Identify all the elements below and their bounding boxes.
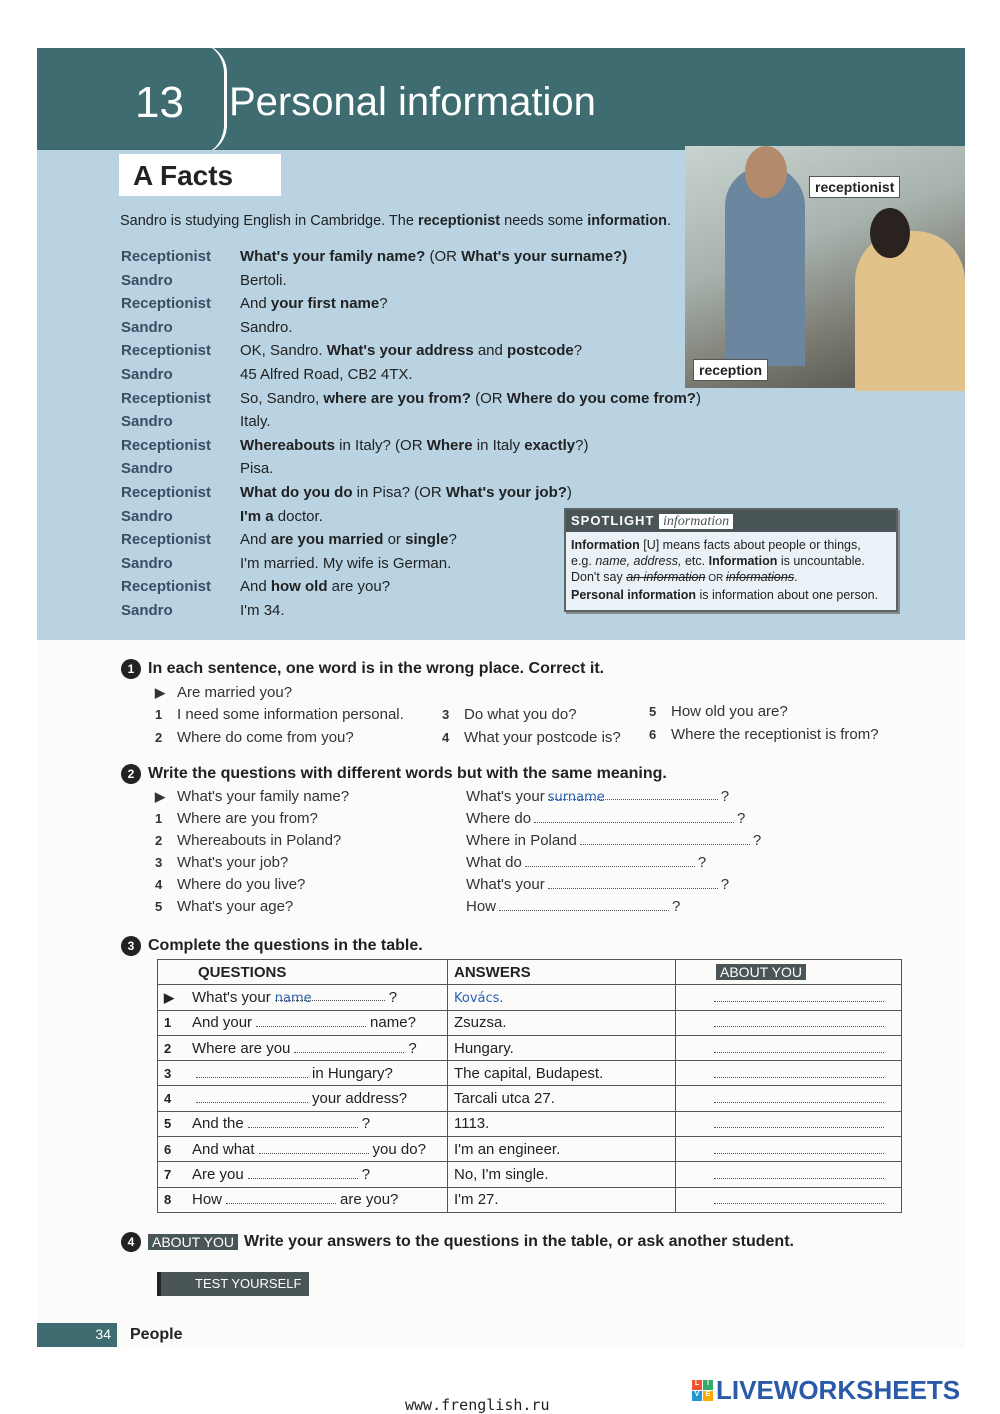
exercise-number: 1 — [121, 659, 141, 679]
item-number: 5 — [649, 704, 657, 719]
text: And — [240, 295, 271, 313]
about-you-cell — [676, 1111, 902, 1136]
about-you-cell — [676, 1010, 902, 1035]
item-number: 4 — [164, 1091, 172, 1107]
answer-start: Where do — [466, 810, 532, 827]
line — [240, 272, 287, 296]
question-start: And the — [192, 1115, 244, 1133]
bold-text: What's your address — [326, 342, 474, 360]
question-blank[interactable] — [226, 1192, 336, 1204]
answer-cell — [448, 1137, 676, 1162]
prompt-text: What's your age? — [177, 898, 294, 915]
speaker: Sandro — [121, 507, 173, 525]
bold-text: single — [405, 531, 449, 549]
spotlight-box — [564, 508, 898, 612]
item-text: I need some information personal. — [177, 706, 404, 723]
bold-text: exactly — [524, 436, 576, 454]
text: ? — [573, 342, 583, 360]
about-you-input[interactable] — [714, 1066, 884, 1078]
unit-title: Personal information — [229, 80, 596, 124]
text: ) — [566, 483, 572, 501]
spot-text: [U] means facts about people or things, — [639, 538, 861, 552]
prompt-text: What's your job? — [177, 854, 289, 871]
about-you-cell — [676, 1162, 902, 1187]
exercise-number: 3 — [121, 936, 141, 956]
answer-input[interactable] — [580, 833, 750, 845]
answer-cell — [448, 985, 676, 1010]
bold-text: how old — [270, 578, 328, 596]
unit-header — [37, 48, 965, 150]
text: ) — [695, 389, 701, 407]
answer-cell — [448, 1187, 676, 1212]
question-end: you do? — [372, 1140, 426, 1158]
exercise-instruction: Write the questions with different words but with the same meaning. — [148, 765, 667, 782]
question-end: ? — [388, 988, 398, 1006]
text: doctor. — [273, 507, 323, 525]
text: in Italy? (OR — [335, 436, 427, 454]
spot-text: etc. — [681, 554, 709, 568]
handwritten-answer: surname — [547, 790, 605, 805]
item-text: Where the receptionist is from? — [671, 726, 879, 743]
test-yourself-button[interactable]: TEST YOURSELF — [157, 1272, 309, 1296]
exercise-2-answer-line — [466, 788, 729, 805]
bold-text: information — [587, 213, 667, 229]
speaker: Sandro — [121, 413, 173, 431]
item-number: 3 — [164, 1065, 172, 1081]
exercise-2-prompt — [155, 788, 349, 805]
reception-photo — [685, 146, 965, 388]
line — [240, 460, 273, 484]
answer-text: No, I'm single. — [454, 1166, 549, 1184]
about-you-cell — [676, 1086, 902, 1111]
line — [240, 319, 293, 343]
answer-text: Hungary. — [454, 1039, 514, 1057]
spot-text: is uncountable. — [777, 554, 865, 568]
bold-text: where are you from? — [323, 389, 471, 407]
line — [240, 602, 285, 626]
dialogue-line — [121, 437, 701, 461]
answer-input[interactable] — [534, 811, 734, 823]
item-number: 1 — [155, 707, 163, 722]
item-text: What your postcode is? — [464, 729, 621, 746]
table-row — [158, 1162, 902, 1187]
exercise-instruction: In each sentence, one word is in the wrong place. Correct it. — [148, 660, 605, 677]
text: Bertoli. — [240, 271, 287, 289]
question-start: And what — [192, 1140, 255, 1158]
line — [240, 342, 582, 366]
answer-input[interactable] — [525, 855, 695, 867]
answer-cell — [448, 1111, 676, 1136]
text: . — [666, 213, 671, 229]
receptionist-head — [745, 146, 787, 198]
bold-text: your first name — [270, 295, 380, 313]
exercise-2-prompt — [155, 898, 293, 915]
item-number: 3 — [442, 707, 450, 722]
exercise-1-item — [649, 726, 879, 743]
table-row — [158, 1061, 902, 1086]
exercise-2-prompt — [155, 832, 341, 849]
exercise-4-heading — [121, 1232, 794, 1252]
exercise-1-item — [649, 703, 788, 720]
answer-text: The capital, Budapest. — [454, 1064, 604, 1082]
question-end: name? — [370, 1014, 416, 1032]
item-number: 1 — [155, 811, 163, 826]
item-number: ▶ — [164, 989, 174, 1005]
speaker: Receptionist — [121, 436, 212, 454]
question-mark: ? — [697, 854, 707, 871]
text: Sandro. — [240, 318, 293, 336]
question-blank[interactable] — [256, 1015, 366, 1027]
line — [240, 555, 451, 579]
question-cell — [158, 1162, 448, 1187]
question-end: are you? — [340, 1191, 399, 1209]
about-you-input[interactable] — [714, 1192, 884, 1204]
text: (OR — [425, 248, 462, 265]
guest-figure — [855, 231, 965, 391]
about-you-tag: ABOUT YOU — [148, 1234, 238, 1250]
unit-number: 13 — [135, 78, 184, 127]
question-blank[interactable] — [196, 1066, 308, 1078]
page-number: 34 — [37, 1323, 117, 1347]
about-you-input[interactable] — [714, 1041, 884, 1053]
text: and — [473, 342, 508, 360]
about-you-cell — [676, 985, 902, 1010]
text: or — [383, 531, 406, 549]
about-you-cell — [676, 1035, 902, 1060]
item-number: 5 — [155, 899, 163, 914]
spot-text: Don't say — [571, 570, 627, 584]
text: needs some — [500, 213, 588, 229]
questions-table — [157, 959, 902, 1213]
question-mark: ? — [672, 898, 681, 915]
line — [240, 390, 701, 414]
text: Pisa. — [240, 460, 274, 478]
speaker: Receptionist — [121, 342, 212, 360]
text: Sandro is studying English in Cambridge. The — [120, 213, 418, 229]
handwritten-answer: name — [274, 990, 312, 1006]
spotlight-word: information — [659, 514, 733, 529]
spot-text: Information — [571, 538, 640, 552]
answer-start: Where in Poland — [466, 832, 577, 849]
question-mark: ? — [737, 810, 746, 827]
dialogue-line — [121, 272, 701, 296]
question-cell — [158, 1187, 448, 1212]
table-row — [158, 1187, 902, 1212]
dialogue-line — [121, 413, 701, 437]
about-you-input[interactable] — [714, 990, 884, 1002]
label-reception: reception — [693, 359, 768, 381]
question-blank[interactable] — [196, 1091, 308, 1103]
speaker: Sandro — [121, 271, 173, 289]
exercise-2-prompt — [155, 810, 318, 827]
question-blank[interactable] — [248, 1167, 358, 1179]
about-you-cell — [676, 1061, 902, 1086]
spot-text: is information about one person. — [696, 588, 879, 602]
intro-text — [120, 213, 671, 229]
dialogue-line — [121, 342, 701, 366]
question-start: And your — [192, 1014, 253, 1032]
line — [240, 295, 388, 319]
text: are you? — [327, 578, 391, 596]
question-start: How — [192, 1191, 223, 1209]
dialogue-line — [121, 484, 701, 508]
text: in Pisa? (OR — [352, 483, 446, 501]
text: in Italy — [472, 436, 525, 454]
exercise-2-prompt — [155, 854, 288, 871]
line — [240, 508, 323, 532]
item-number: 6 — [649, 727, 657, 742]
bold-text: postcode — [507, 342, 574, 360]
exercise-instruction: Write your answers to the questions in the table, or ask another student. — [243, 1233, 794, 1250]
speaker: Receptionist — [121, 483, 212, 501]
about-you-input[interactable] — [714, 1116, 884, 1128]
question-start: Are you — [192, 1166, 244, 1184]
exercise-3-heading — [121, 936, 423, 956]
text: ? — [448, 531, 457, 549]
line — [240, 578, 390, 602]
about-you-cell — [676, 1187, 902, 1212]
item-text: How old you are? — [671, 703, 788, 720]
line — [240, 248, 627, 272]
answer-cell — [448, 1061, 676, 1086]
spot-text: . — [794, 570, 798, 584]
answer-text: 1113. — [454, 1115, 490, 1133]
question-end: ? — [361, 1166, 371, 1184]
exercise-2-heading — [121, 764, 667, 784]
worksheet-page — [37, 48, 965, 1348]
bold-text: receptionist — [417, 213, 501, 229]
item-number: ▶ — [155, 789, 165, 804]
answer-cell — [448, 1035, 676, 1060]
question-cell — [158, 985, 448, 1010]
item-number: 1 — [164, 1015, 172, 1031]
exercise-2-answer-line — [466, 876, 729, 893]
header-answers: ANSWERS — [448, 960, 676, 985]
label-receptionist: receptionist — [809, 176, 900, 198]
answer-text: Kovács. — [454, 990, 504, 1006]
logo-icon: L I V E — [692, 1380, 713, 1401]
text: ?) — [575, 436, 589, 454]
table-row — [158, 1111, 902, 1136]
question-blank[interactable] — [274, 989, 385, 1006]
example-sentence: Are married you? — [177, 684, 293, 701]
speaker: Receptionist — [121, 248, 212, 265]
question-blank[interactable] — [294, 1041, 404, 1053]
spot-text: name, address, — [595, 554, 682, 568]
item-number: 2 — [164, 1040, 172, 1056]
dialogue-line — [121, 390, 701, 414]
question-start: Where are you — [192, 1039, 291, 1057]
about-you-input[interactable] — [714, 1015, 884, 1027]
answer-cell — [448, 1162, 676, 1187]
site-url: www.frenglish.ru — [405, 1396, 550, 1414]
table-row — [158, 1137, 902, 1162]
text: 45 Alfred Road, CB2 4TX. — [240, 365, 413, 383]
bold-text: What's your family name? — [240, 248, 426, 265]
speaker: Receptionist — [121, 295, 212, 313]
dialogue-line — [121, 366, 701, 390]
item-number: 6 — [164, 1141, 172, 1157]
line — [240, 413, 271, 437]
line — [240, 531, 457, 555]
guest-head — [870, 208, 910, 258]
answer-start: What's your — [466, 876, 545, 893]
speaker: Receptionist — [121, 531, 212, 549]
spot-text: e.g. — [571, 554, 596, 568]
bold-text: Where — [426, 436, 473, 454]
item-text: Do what you do? — [464, 706, 577, 723]
item-number: 2 — [155, 730, 163, 745]
item-number: 2 — [155, 833, 163, 848]
header-bracket — [197, 43, 227, 155]
prompt-text: Whereabouts in Poland? — [177, 832, 342, 849]
dialogue-line — [121, 319, 701, 343]
question-cell — [158, 1111, 448, 1136]
answer-text: Tarcali utca 27. — [454, 1090, 555, 1108]
question-end: ? — [361, 1115, 371, 1133]
bold-text: are you married — [270, 531, 384, 549]
spot-text: an information — [626, 570, 706, 584]
exercise-2-answer-line — [466, 854, 706, 871]
answer-start: What's your — [466, 788, 545, 805]
speaker: Receptionist — [121, 578, 212, 596]
spot-text: Information — [708, 554, 778, 568]
line — [240, 366, 413, 390]
answer-start: What do — [466, 854, 522, 871]
exercise-number: 4 — [121, 1232, 141, 1252]
bold-text: Where do you come from? — [506, 389, 696, 407]
exercise-number: 2 — [121, 764, 141, 784]
exercise-1-item — [442, 729, 621, 746]
exercise-2-answer-line — [466, 810, 745, 827]
text: And — [240, 531, 271, 549]
exercise-1-item — [442, 706, 577, 723]
text: (OR — [470, 389, 507, 407]
answer-input[interactable] — [499, 899, 669, 911]
question-cell — [158, 1035, 448, 1060]
about-you-input[interactable] — [714, 1142, 884, 1154]
text: I'm 34. — [240, 601, 285, 619]
question-end: your address? — [312, 1090, 408, 1108]
bold-text: What's your job? — [445, 483, 567, 501]
question-blank[interactable] — [259, 1142, 369, 1154]
about-you-cell — [676, 1137, 902, 1162]
text: OK, Sandro. — [240, 342, 327, 360]
exercise-2-answer-line — [466, 898, 680, 915]
question-start: What's your — [192, 988, 271, 1006]
question-cell — [158, 1086, 448, 1111]
question-end: ? — [408, 1039, 417, 1057]
exercise-instruction: Complete the questions in the table. — [148, 937, 423, 954]
question-cell — [158, 1010, 448, 1035]
prompt-text: What's your family name? — [177, 788, 350, 805]
question-mark: ? — [720, 788, 730, 805]
item-text: Where do come from you? — [177, 729, 354, 746]
question-cell — [158, 1061, 448, 1086]
speaker: Sandro — [121, 554, 173, 572]
text: I'm married. My wife is German. — [240, 554, 452, 572]
item-number: 8 — [164, 1192, 172, 1208]
dialogue-line — [121, 295, 701, 319]
spot-text: OR — [705, 573, 726, 584]
exercise-1-example: ▶ Are married you? — [155, 684, 293, 701]
line — [240, 437, 588, 461]
about-you-input[interactable] — [714, 1091, 884, 1103]
item-number: 3 — [155, 855, 163, 870]
item-number: 5 — [164, 1116, 172, 1132]
prompt-text: Where do you live? — [177, 876, 306, 893]
header-questions: QUESTIONS — [158, 960, 448, 985]
spot-text: Personal information — [571, 588, 697, 602]
bold-text: What's your surname?) — [461, 248, 628, 265]
answer-text: I'm 27. — [454, 1191, 499, 1209]
line — [240, 484, 572, 508]
section-a-title: A Facts — [119, 154, 281, 196]
answer-start: How — [466, 898, 497, 915]
exercise-1-item — [155, 706, 404, 723]
answer-cell — [448, 1086, 676, 1111]
text: Italy. — [240, 413, 271, 431]
question-cell — [158, 1137, 448, 1162]
speaker: Sandro — [121, 460, 173, 478]
exercise-2-answer-line — [466, 832, 761, 849]
table-row — [158, 1010, 902, 1035]
speaker: Sandro — [121, 601, 173, 619]
answer-input[interactable] — [547, 788, 718, 805]
bold-text: Whereabouts — [240, 436, 336, 454]
bold-text: What do you do — [240, 483, 353, 501]
spotlight-label: SPOTLIGHT — [571, 513, 655, 528]
question-mark: ? — [720, 876, 730, 893]
bold-text: I'm a — [240, 507, 274, 525]
dialogue-line — [121, 460, 701, 484]
section-name: People — [130, 1326, 183, 1343]
text: ? — [379, 295, 388, 313]
text: And — [240, 578, 271, 596]
brand-name: LIVEWORKSHEETS — [716, 1375, 961, 1405]
answer-text: Zsuzsa. — [454, 1014, 507, 1032]
item-number: 7 — [164, 1167, 172, 1183]
exercise-1-heading — [121, 659, 604, 679]
spot-text: informations — [725, 570, 795, 584]
text: So, Sandro, — [240, 389, 324, 407]
item-number: 4 — [155, 877, 163, 892]
header-about-you: ABOUT YOU — [716, 964, 806, 980]
question-blank[interactable] — [248, 1116, 358, 1128]
answer-text: I'm an engineer. — [454, 1140, 561, 1158]
exercise-1-item — [155, 729, 354, 746]
speaker: Sandro — [121, 365, 173, 383]
about-you-input[interactable] — [714, 1167, 884, 1179]
answer-cell — [448, 1010, 676, 1035]
liveworksheets-logo — [692, 1375, 960, 1406]
question-end: in Hungary? — [312, 1064, 393, 1082]
answer-input[interactable] — [548, 877, 718, 889]
table-row — [158, 1035, 902, 1060]
speaker: Receptionist — [121, 389, 212, 407]
prompt-text: Where are you from? — [177, 810, 318, 827]
speaker: Sandro — [121, 318, 173, 336]
table-row — [158, 985, 902, 1010]
question-mark: ? — [752, 832, 762, 849]
exercise-2-prompt — [155, 876, 305, 893]
table-row — [158, 1086, 902, 1111]
item-number: 4 — [442, 730, 450, 745]
dialogue-line — [121, 248, 701, 272]
